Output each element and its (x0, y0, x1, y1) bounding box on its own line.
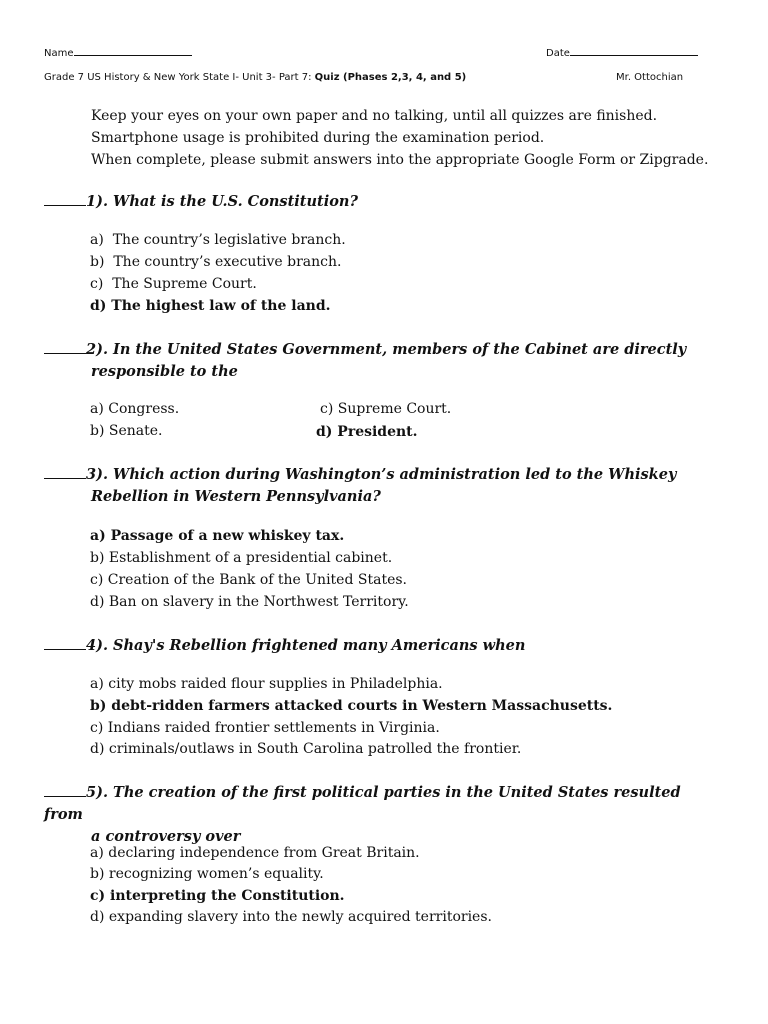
option-a: a) The country’s legislative branch. (90, 232, 346, 248)
course-line (44, 72, 466, 83)
option-d: d) Ban on slavery in the Northwest Territory. (90, 594, 409, 610)
question-text-continued: a controversy over (91, 828, 241, 845)
date-blank-line[interactable] (570, 46, 698, 56)
name-blank-line[interactable] (74, 46, 192, 56)
course-quiz-title: Quiz (Phases 2,3, 4, and 5) (314, 72, 467, 83)
option-c: c) Creation of the Bank of the United States. (90, 572, 407, 588)
option-b: b) Establishment of a presidential cabinet. (90, 550, 393, 566)
option-c: c) Supreme Court. (320, 401, 452, 417)
course-prefix: Grade 7 US History & New York State I- Unit 3- Part 7: (44, 72, 312, 83)
date-field[interactable] (546, 46, 698, 59)
option-c-correct: c) interpreting the Constitution. (90, 888, 345, 904)
option-d-correct: d) President. (316, 424, 418, 440)
name-label: Name (44, 48, 74, 59)
question-1-title (44, 191, 704, 213)
question-text: 2). In the United States Government, members of the Cabinet are directly (86, 341, 687, 358)
question-text-continued: responsible to the (91, 363, 238, 380)
instruction-line: Keep your eyes on your own paper and no talking, until all quizzes are finished. (91, 108, 658, 124)
option-a: a) declaring independence from Great Britain. (90, 845, 420, 861)
option-b: b) The country’s executive branch. (90, 254, 342, 270)
instruction-line: When complete, please submit answers into the appropriate Google Form or Zipgrade. (91, 152, 709, 168)
answer-blank[interactable] (44, 193, 86, 206)
instruction-line: Smartphone usage is prohibited during the examination period. (91, 130, 545, 146)
question-text-continued: Rebellion in Western Pennsylvania? (91, 488, 381, 505)
teacher-name: Mr. Ottochian (616, 72, 684, 83)
option-b-correct: b) debt-ridden farmers attacked courts in Western Massachusetts. (90, 698, 613, 714)
name-field[interactable] (44, 46, 192, 59)
question-text: 1). What is the U.S. Constitution? (86, 193, 358, 210)
question-text: 3). Which action during Washington’s administration led to the Whiskey (86, 466, 677, 483)
answer-blank[interactable] (44, 637, 86, 650)
option-a-correct: a) Passage of a new whiskey tax. (90, 528, 345, 544)
option-d: d) criminals/outlaws in South Carolina patrolled the frontier. (90, 741, 522, 757)
option-b: b) Senate. (90, 423, 163, 439)
question-4-title (44, 635, 704, 657)
answer-blank[interactable] (44, 341, 86, 354)
date-label: Date (546, 48, 570, 59)
answer-blank[interactable] (44, 784, 86, 797)
option-c: c) The Supreme Court. (90, 276, 257, 292)
option-b: b) recognizing women’s equality. (90, 866, 324, 882)
question-5-title (44, 782, 704, 848)
question-3-title (44, 464, 704, 508)
instructions (91, 105, 708, 171)
question-2-title (44, 339, 704, 383)
question-text: 4). Shay's Rebellion frightened many Americans when (86, 637, 526, 654)
option-d-correct: d) The highest law of the land. (90, 298, 331, 314)
option-d: d) expanding slavery into the newly acquired territories. (90, 909, 492, 925)
option-a: a) city mobs raided flour supplies in Philadelphia. (90, 676, 443, 692)
option-c: c) Indians raided frontier settlements in Virginia. (90, 720, 440, 736)
question-text: 5). The creation of the first political parties in the United States resulted from (44, 784, 681, 823)
answer-blank[interactable] (44, 466, 86, 479)
option-a: a) Congress. (90, 401, 180, 417)
